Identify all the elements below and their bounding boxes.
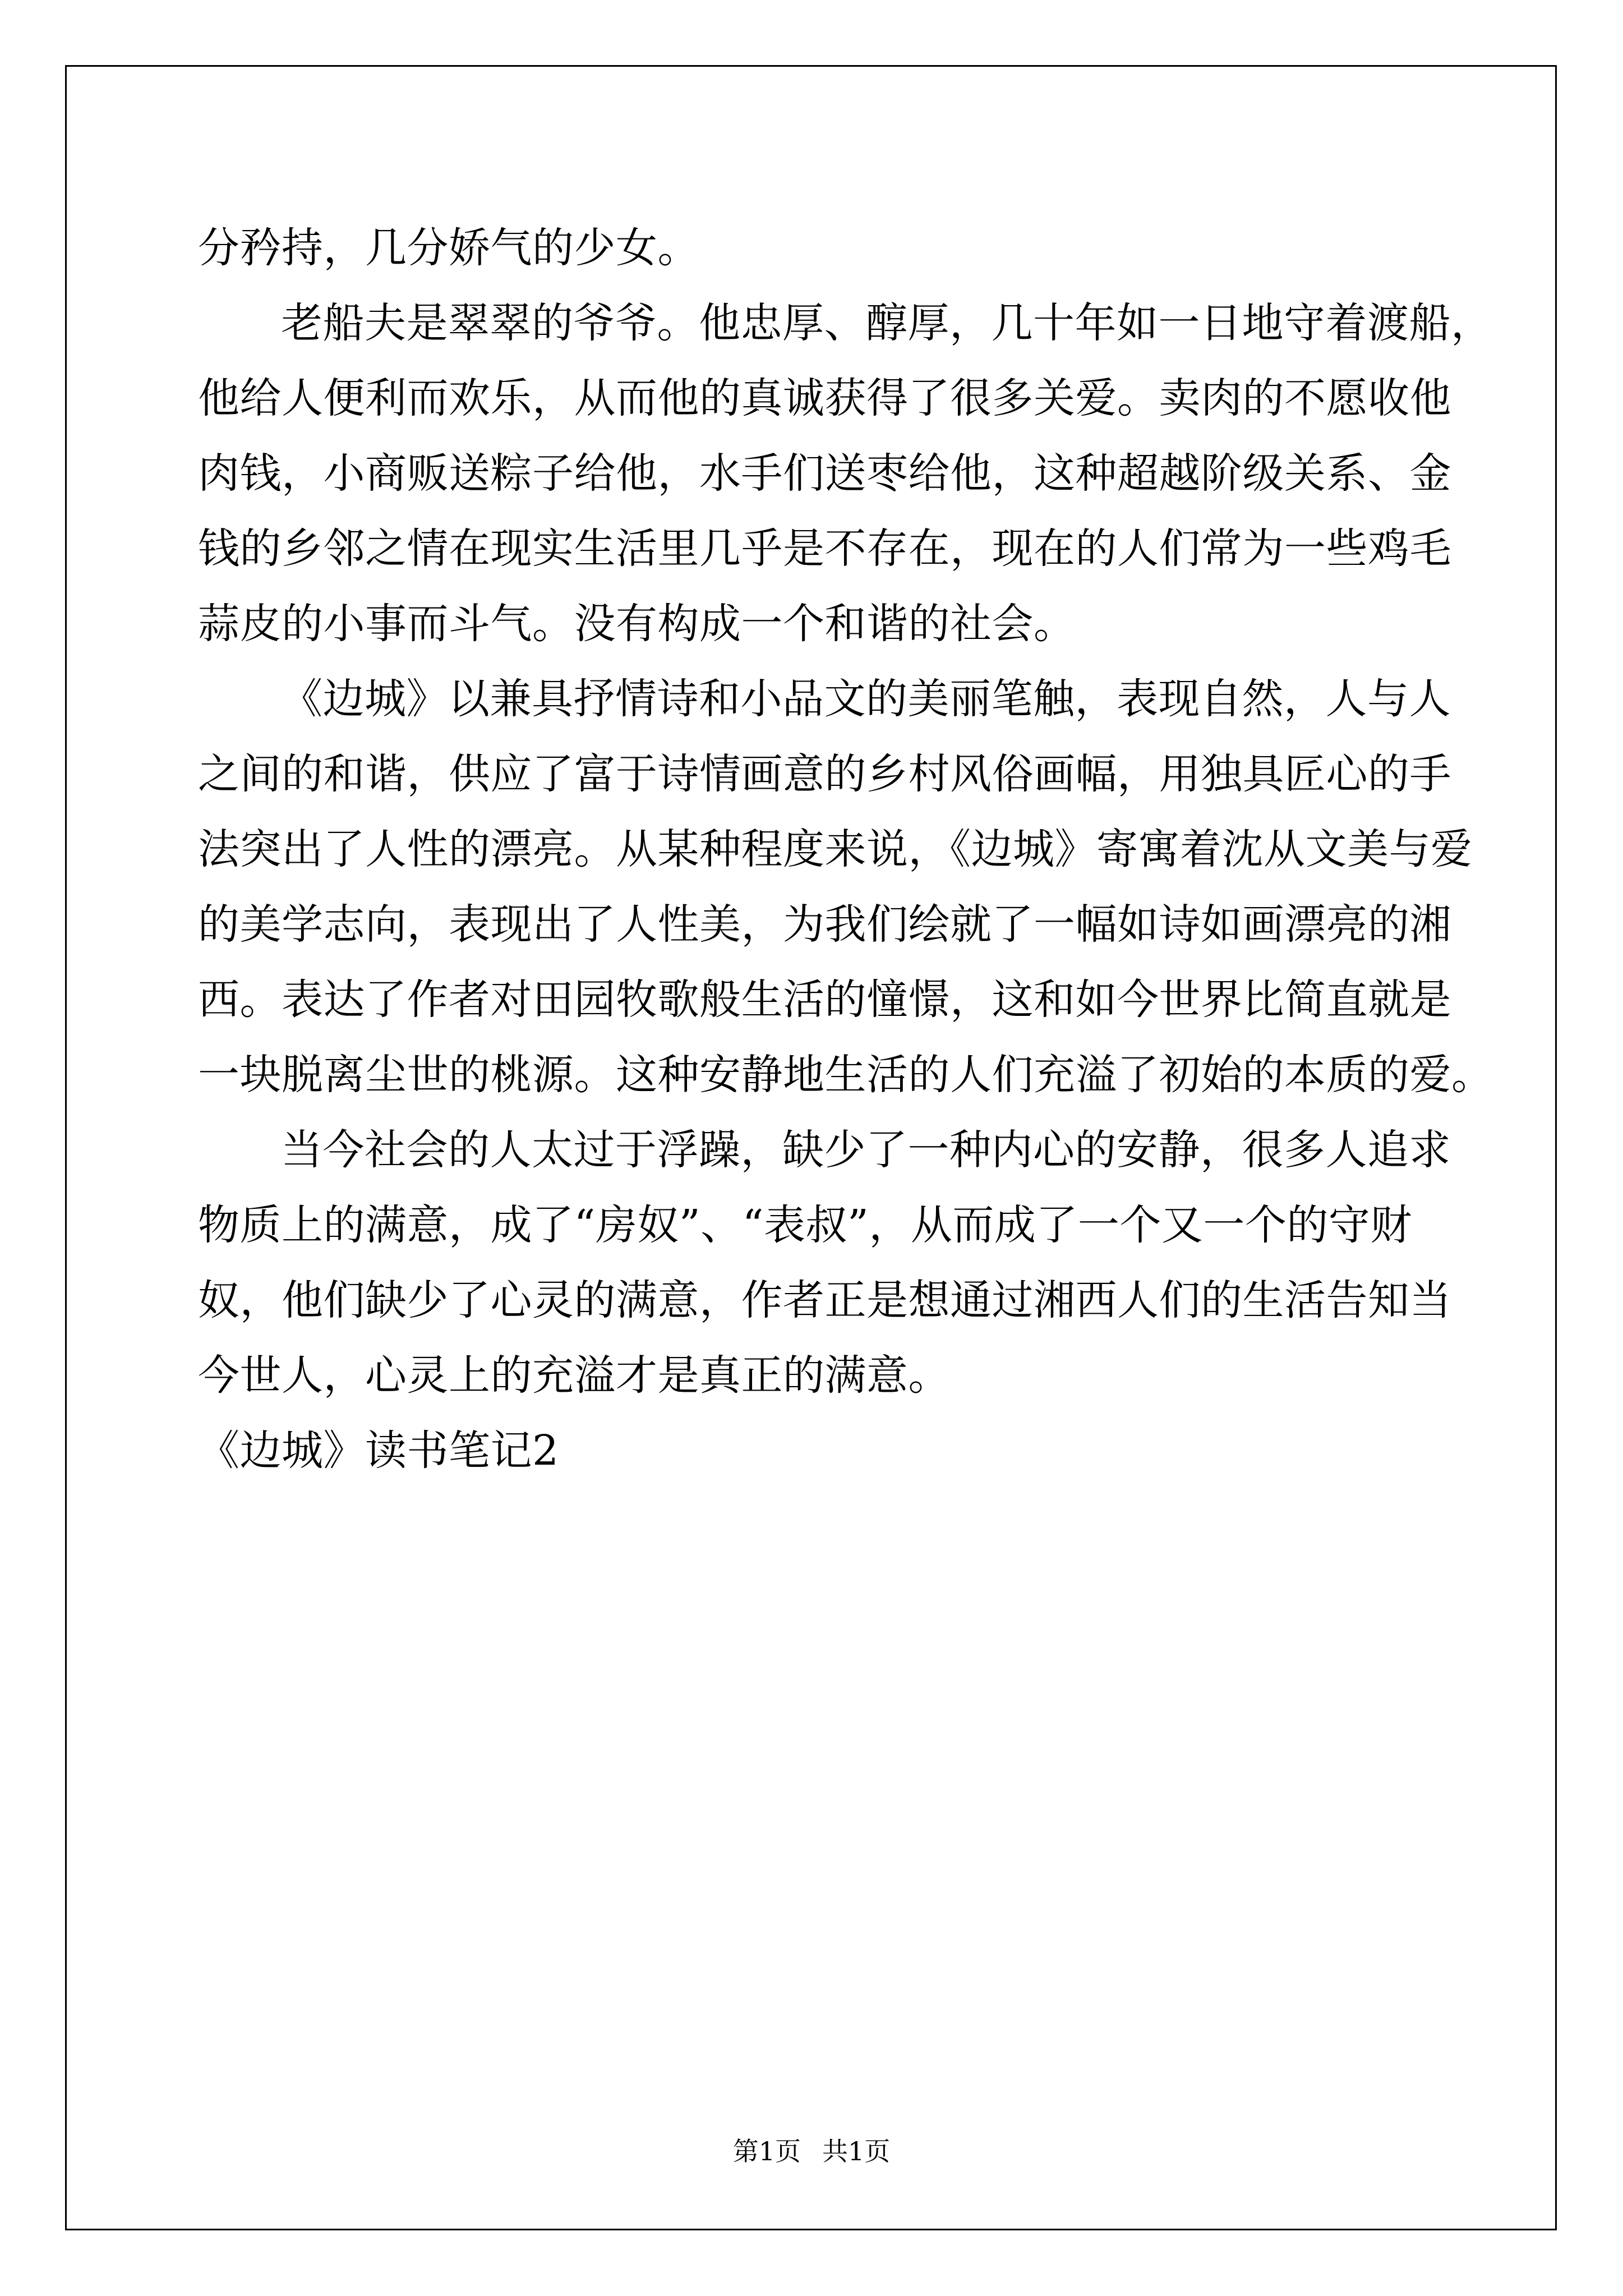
- paragraph-line: 蒜皮的小事而斗气。没有构成一个和谐的社会。: [198, 600, 1076, 648]
- paragraph-line: 之间的和谐，供应了富于诗情画意的乡村风俗画幅，用独具匠心的手: [198, 750, 1451, 798]
- paragraph-line: 今世人，心灵上的充溢才是真正的满意。: [198, 1351, 950, 1400]
- paragraph-line: 钱的乡邻之情在现实生活里几乎是不存在，现在的人们常为一些鸡毛: [198, 524, 1451, 573]
- paragraph-line: 他给人便利而欢乐，从而他的真诚获得了很多关爱。卖肉的不愿收他: [198, 374, 1451, 422]
- paragraph-line: 奴，他们缺少了心灵的满意，作者正是想通过湘西人们的生活告知当: [198, 1276, 1451, 1324]
- paragraph-line: 分矜持，几分娇气的少女。: [198, 224, 699, 272]
- paragraph-line: 物质上的满意，成了“房奴”、“表叔”，从而成了一个又一个的守财: [198, 1201, 1412, 1249]
- paragraph-line: 《边城》以兼具抒情诗和小品文的美丽笔触，表现自然，人与人: [281, 675, 1451, 723]
- paragraph-line: 老船夫是翠翠的爷爷。他忠厚、醇厚，几十年如一日地守着渡船，: [281, 299, 1493, 347]
- paragraph-line: 当今社会的人太过于浮躁，缺少了一种内心的安静，很多人追求: [281, 1126, 1451, 1174]
- paragraph-line: 肉钱，小商贩送粽子给他，水手们送枣给他，这种超越阶级关系、金: [198, 449, 1451, 498]
- paragraph-line: 法突出了人性的漂亮。从某种程度来说，《边城》寄寓着沈从文美与爱: [198, 825, 1473, 873]
- section-heading: 《边城》读书笔记2: [198, 1427, 559, 1475]
- document-body: [198, 210, 1493, 1488]
- page-total: 共1页: [822, 2136, 891, 2166]
- page-footer: [0, 2134, 1623, 2168]
- page-number: 第1页: [732, 2136, 801, 2166]
- paragraph-line: 的美学志向，表现出了人性美，为我们绘就了一幅如诗如画漂亮的湘: [198, 900, 1451, 949]
- paragraph-line: 一块脱离尘世的桃源。这种安静地生活的人们充溢了初始的本质的爱。: [198, 1051, 1493, 1099]
- paragraph-line: 西。表达了作者对田园牧歌般生活的憧憬，这和如今世界比简直就是: [198, 976, 1451, 1024]
